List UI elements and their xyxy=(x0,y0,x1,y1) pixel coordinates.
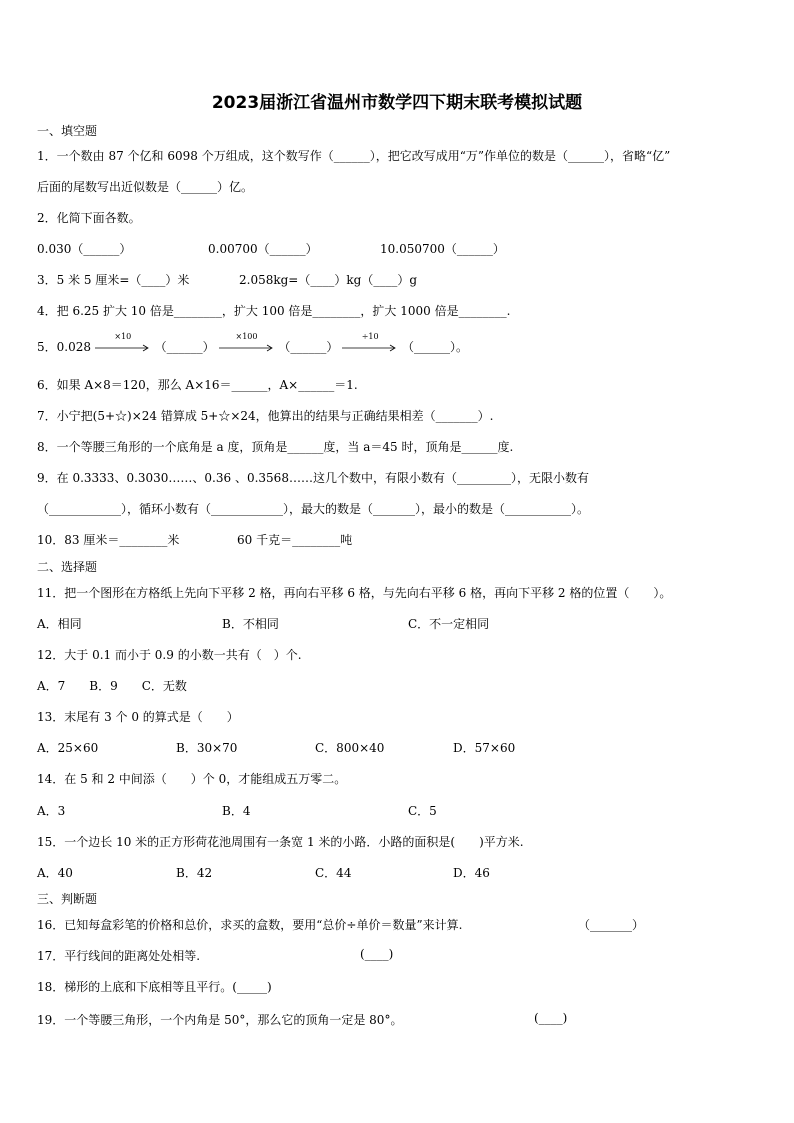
section-heading-multiple-choice: 二、选择题 xyxy=(37,560,98,574)
question-14-option-b: B．4 xyxy=(222,804,251,818)
arrow-icon xyxy=(342,331,398,355)
arrow-label-1: ×10 xyxy=(114,331,132,341)
question-2-part-c: 10.050700（______） xyxy=(380,242,505,256)
question-13-option-d: D．57×60 xyxy=(453,741,516,755)
question-11-option-a: A．相同 xyxy=(37,617,82,631)
question-11-option-b: B．不相同 xyxy=(222,617,279,631)
question-7: 7．小宁把(5+☆)×24 错算成 5+☆×24，他算出的结果与正确结果相差（_______）. xyxy=(37,409,494,423)
question-13: 13．末尾有 3 个 0 的算式是（ ） xyxy=(37,710,239,724)
section-heading-fill-blank: 一、填空题 xyxy=(37,124,98,138)
arrow-icon xyxy=(219,331,275,355)
question-13-option-b: B．30×70 xyxy=(176,741,238,755)
question-11: 11．把一个图形在方格纸上先向下平移 2 格，再向右平移 6 格，与先向右平移 6 格，再向下平移 2 格的位置（ ）。 xyxy=(37,586,672,600)
question-14-option-c: C．5 xyxy=(408,804,437,818)
question-2-part-a: 0.030（______） xyxy=(37,242,132,256)
question-15: 15．一个边长 10 米的正方形荷花池周围有一条宽 1 米的小路．小路的面积是( )平方米. xyxy=(37,835,524,849)
question-3-part-b: 2.058kg=（____）kg（____）g xyxy=(239,273,417,287)
question-16: 16．已知每盒彩笔的价格和总价，求买的盒数，要用“总价÷单价＝数量”来计算. xyxy=(37,918,463,932)
question-8: 8．一个等腰三角形的一个底角是 a 度，顶角是______度，当 a＝45 时，顶角是______度. xyxy=(37,440,514,454)
question-16-blank: （_______） xyxy=(578,918,645,932)
question-1-line-2: 后面的尾数写出近似数是（______）亿。 xyxy=(37,180,254,194)
question-14-option-a: A．3 xyxy=(37,804,66,818)
question-9-line-1: 9．在 0.3333、0.3030……、0.36 、0.3568……这几个数中，有限小数有（_________），无限小数有 xyxy=(37,471,589,485)
question-2-text: 2．化简下面各数。 xyxy=(37,211,141,225)
question-3-part-a: 3．5 米 5 厘米=（____）米 xyxy=(37,273,190,287)
question-6: 6．如果 A×8＝120，那么 A×16＝______，A×______＝1. xyxy=(37,378,358,392)
question-17: 17．平行线间的距离处处相等. xyxy=(37,949,201,963)
question-13-option-c: C．800×40 xyxy=(315,741,385,755)
question-14: 14．在 5 和 2 中间添（ ）个 0，才能组成五万零二。 xyxy=(37,772,347,786)
question-5-blank-2: （______） xyxy=(278,340,339,354)
question-11-option-c: C．不一定相同 xyxy=(408,617,490,631)
question-5-blank-1: （______） xyxy=(154,340,215,354)
arrow-label-3: ÷10 xyxy=(361,331,379,341)
question-15-option-b: B．42 xyxy=(176,866,213,880)
section-heading-true-false: 三、判断题 xyxy=(37,892,98,906)
question-4: 4．把 6.25 扩大 10 倍是________，扩大 100 倍是________，扩大 1000 倍是________. xyxy=(37,304,511,318)
question-9-line-2: （____________），循环小数有（____________），最大的数是（_______），最小的数是（___________）。 xyxy=(37,502,590,516)
question-15-option-a: A．40 xyxy=(37,866,73,880)
question-12-options: A．7 B．9 C．无数 xyxy=(37,679,187,693)
page-title: 2023届浙江省温州市数学四下期末联考模拟试题 xyxy=(211,93,583,113)
question-5-blank-3: （______）。 xyxy=(402,340,469,354)
question-13-option-a: A．25×60 xyxy=(37,741,99,755)
question-18: 18．梯形的上底和下底相等且平行。(_____) xyxy=(37,980,272,994)
question-10-part-b: 60 千克＝________吨 xyxy=(237,533,353,547)
question-5 xyxy=(37,331,469,355)
question-19: 19．一个等腰三角形，一个内角是 50°，那么它的顶角一定是 80°。 xyxy=(37,1013,403,1027)
question-19-blank: (____) xyxy=(534,1011,568,1025)
question-2-part-b: 0.00700（______） xyxy=(208,242,318,256)
question-15-option-d: D．46 xyxy=(453,866,490,880)
question-12: 12．大于 0.1 而小于 0.9 的小数一共有（ ）个. xyxy=(37,648,302,662)
arrow-label-2: ×100 xyxy=(235,331,258,341)
question-5-start: 5．0.028 xyxy=(37,340,91,354)
question-1-line-1: 1．一个数由 87 个亿和 6098 个万组成，这个数写作（______），把它改写成用“万”作单位的数是（______），省略“亿” xyxy=(37,149,671,163)
question-10-part-a: 10．83 厘米＝________米 xyxy=(37,533,180,547)
question-17-blank: (____) xyxy=(360,947,394,961)
arrow-icon xyxy=(95,331,151,355)
question-15-option-c: C．44 xyxy=(315,866,352,880)
